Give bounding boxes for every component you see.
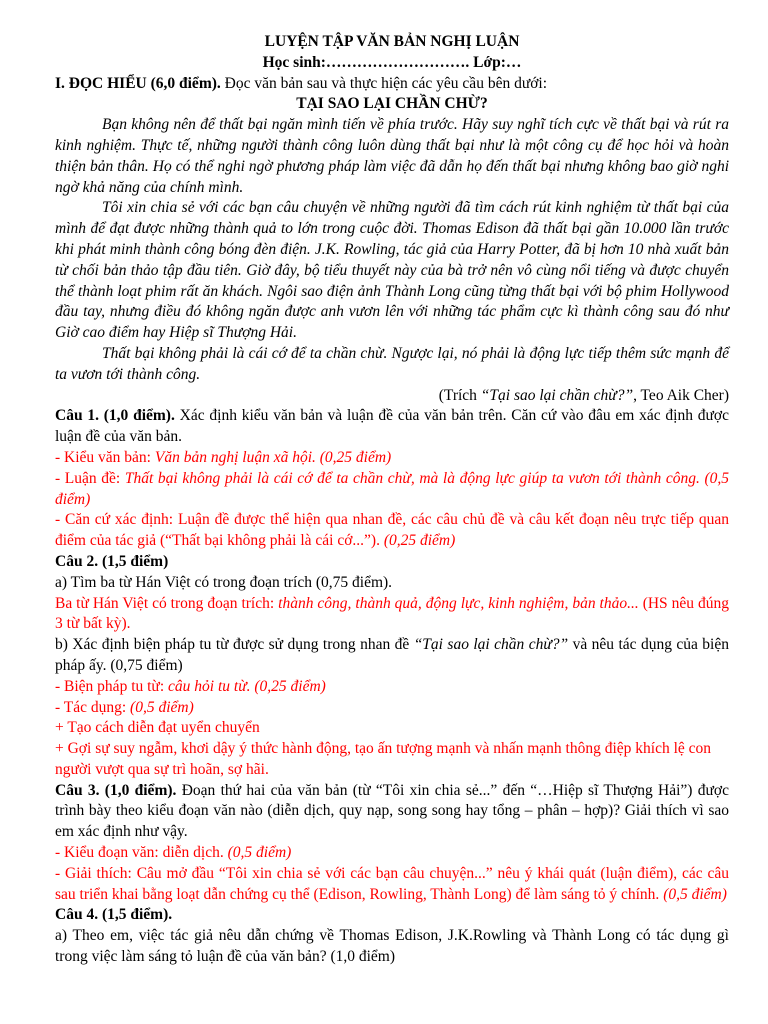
question-3 (55, 781, 729, 843)
q3-answer-type (55, 843, 729, 864)
question-2-label: Câu 2. (1,5 điểm) (55, 552, 169, 570)
section1-heading-line (55, 74, 729, 95)
q2b-answer-device-prefix: - Biện pháp tu từ: (55, 677, 169, 695)
q1-answer-type-prefix: - Kiểu văn bản: (55, 448, 155, 466)
student-info-line: Học sinh:………………………. Lớp:… (262, 53, 522, 71)
question-2b-prefix: b) Xác định biện pháp tu từ được sử dụng trong nhan đề (55, 636, 414, 654)
question-2b (55, 635, 729, 677)
question-4a: a) Theo em, việc tác giả nêu dẫn chứng về Thomas Edison, J.K.Rowling và Thành Long có tác dụng gì trong việc làm sáng tỏ luận đề của văn bản? (1,0 điểm) (55, 927, 729, 966)
citation-suffix: , Teo Aik Cher) (633, 386, 729, 404)
section1-instruction: Đọc văn bản sau và thực hiện các yêu cầu bên dưới: (220, 74, 548, 92)
worksheet-title: LUYỆN TẬP VĂN BẢN NGHỊ LUẬN (264, 33, 520, 50)
q1-answer-thesis-value: Thất bại không phải là cái cớ để ta chần chừ, mà là động lực giúp ta vươn tới thành công. (0,5 điểm) (55, 469, 729, 508)
q2b-answer-effect-score: (0,5 điểm) (130, 698, 194, 716)
q1-answer-basis (55, 510, 729, 552)
citation (55, 386, 729, 407)
q2a-answer-prefix: Ba từ Hán Việt có trong đoạn trích: (55, 594, 279, 612)
reading-paragraph-2: Tôi xin chia sẻ với các bạn câu chuyện về những người đã tìm cách rút kinh nghiệm từ thất bại của mình để đạt được những thành quả to lớn trong cuộc đời. Thomas Edison đã thất bại gần 10.000 lần trước khi phát minh thành công bóng đèn điện. J.K. Rowling, tác giả của Harry Potter, đã bị hơn 10 nhà xuất bản từ chối bản thảo tập đầu tiên. Giờ đây, bộ tiểu thuyết này của bà trở nên vô cùng nổi tiếng và được chuyển thể thành loạt phim rất ăn khách. Ngôi sao điện ảnh Thành Long cũng từng thất bại với bộ phim Hollywood đầu tay, nhưng điều đó không ngăn được anh vươn lên với những tác phẩm cực kì thành công sau đó như Giờ cao điểm hay Hiệp sĩ Thượng Hải. (55, 199, 729, 342)
reading-paragraph-1: Bạn không nên để thất bại ngăn mình tiến về phía trước. Hãy suy nghĩ tích cực về thất bại và rút ra kinh nghiệm. Thực tế, những người thành công luôn dùng thất bại như là một công cụ để học hỏi và hoàn thiện bản thân. Họ có thể nghi ngờ phương pháp làm việc đã dẫn họ đến thất bại nhưng không bao giờ nghi ngờ khả năng của chính mình. (55, 116, 729, 196)
q1-answer-basis-text: - Căn cứ xác định: Luận đề được thể hiện qua nhan đề, các câu chủ đề và câu kết đoạn nêu trực tiếp quan điểm của tác giả (“Thất bại không phải là cái cớ...”). (55, 511, 729, 550)
reading-title: TẠI SAO LẠI CHẦN CHỪ? (296, 95, 488, 113)
question-1-label: Câu 1. (1,0 điểm). (55, 407, 175, 425)
question-2b-title: “Tại sao lại chần chừ?” (413, 636, 569, 654)
q2b-answer-effect (55, 698, 729, 719)
q2b-answer-effect-2: + Gợi sự suy ngẫm, khơi dậy ý thức hành động, tạo ấn tượng mạnh và nhấn mạnh thông điệp khích lệ con người vượt qua sự trì hoãn, sợ hãi. (55, 740, 712, 778)
question-2b-suffix: và nêu tác dụng của biện pháp ấy. (0,75 điểm) (55, 636, 729, 674)
citation-prefix: (Trích (438, 386, 481, 404)
question-3-label: Câu 3. (1,0 điểm). (55, 781, 177, 799)
q3-answer-explanation-score: (0,5 điểm) (663, 885, 727, 903)
q1-answer-thesis (55, 469, 729, 511)
q1-answer-type-value: Văn bản nghị luận xã hội. (0,25 điểm) (154, 448, 392, 466)
q2b-answer-effect-1: + Tạo cách diễn đạt uyển chuyển (55, 719, 260, 737)
reading-paragraph-3: Thất bại không phải là cái cớ để ta chần chừ. Ngược lại, nó phải là động lực tiếp thêm sức mạnh để ta vươn tới thành công. (55, 344, 729, 383)
question-2a: a) Tìm ba từ Hán Việt có trong đoạn trích (0,75 điểm). (55, 573, 393, 591)
q3-answer-type-score: (0,5 điểm) (227, 844, 292, 862)
question-3-text: Đoạn thứ hai của văn bản (từ “Tôi xin chia sẻ...” đến “…Hiệp sĩ Thượng Hải”) được trình bày theo kiểu đoạn văn nào (diễn dịch, quy nạp, song song hay tổng – phân – hợp)? Giải thích vì sao em xác định như vậy. (55, 781, 729, 841)
q2b-answer-device-value: câu hỏi tu từ. (0,25 điểm) (168, 677, 326, 695)
question-1 (55, 406, 729, 448)
question-1-text: Xác định kiểu văn bản và luận đề của văn bản trên. Căn cứ vào đâu em xác định được luận đề của văn bản. (55, 407, 729, 446)
q2a-answer-words: thành công, thành quả, động lực, kinh nghiệm, bản thảo... (278, 594, 639, 612)
q3-answer-explanation (55, 864, 729, 906)
q3-answer-type-text: - Kiểu đoạn văn: diễn dịch. (55, 844, 228, 862)
q3-answer-explanation-text: - Giải thích: Câu mở đầu “Tôi xin chia sẻ với các bạn câu chuyện...” nêu ý khái quát (luận điểm), các câu sau triển khai bằng loạt dẫn chứng cụ thể (Edison, Rowling, Thành Long) để làm sáng tỏ ý chính. (55, 864, 729, 903)
citation-title: “Tại sao lại chần chừ?” (480, 386, 634, 404)
question-4-label: Câu 4. (1,5 điểm). (55, 906, 173, 924)
q1-answer-basis-score: (0,25 điểm) (383, 532, 456, 550)
section1-heading: I. ĐỌC HIỂU (6,0 điểm). (55, 74, 221, 92)
q2b-answer-device (55, 677, 729, 698)
q1-answer-thesis-prefix: - Luận đề: (55, 469, 125, 487)
q1-answer-type (55, 448, 729, 469)
q2a-answer-note: (HS nêu đúng 3 từ bất kỳ). (55, 594, 729, 633)
q2a-answer (55, 594, 729, 636)
q2b-answer-effect-prefix: - Tác dụng: (55, 698, 131, 716)
